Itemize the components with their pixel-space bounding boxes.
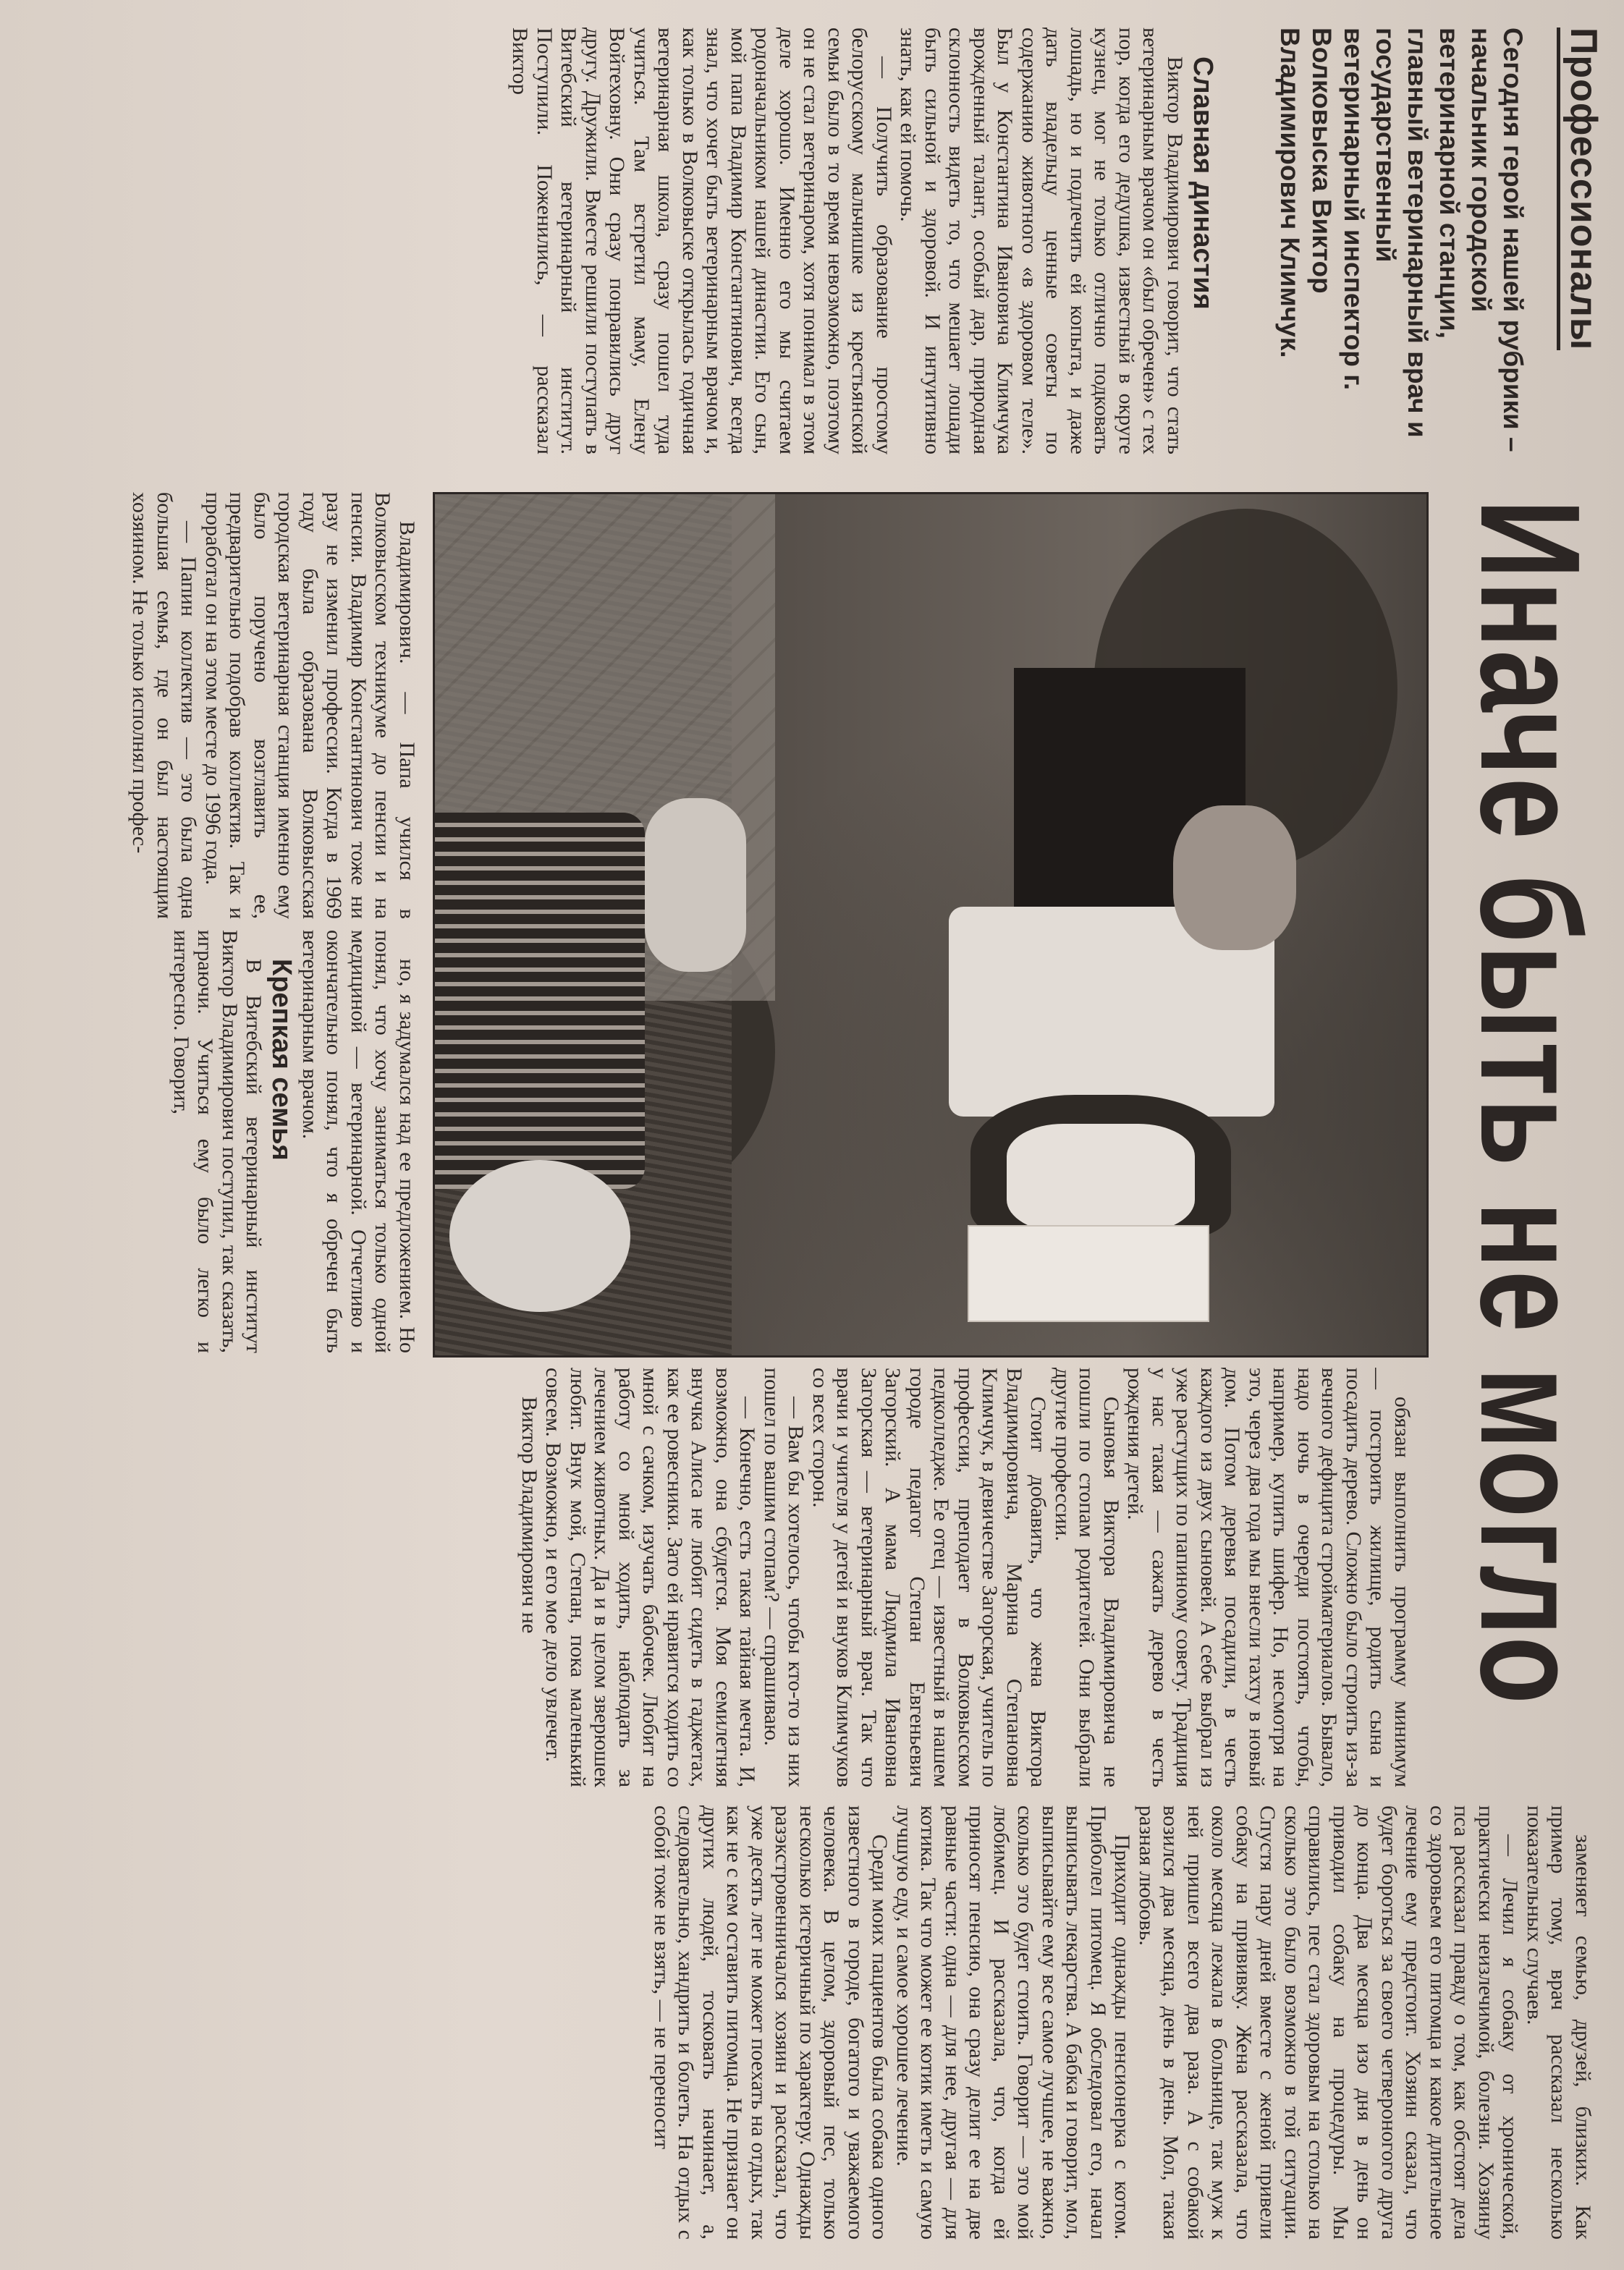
paragraph: — Лечил я собаку от хронической, практически неизлечимой, болезни. Хозяину пса рассказал правду о том, как обстоят дела со здоровьем его питомца и какое длительное лечение ему предстоит. Хозяин сказал, что будет бороться за своего четвероногого друга до конца. Два месяца изо дня в день он приводил собаку на процедуры. Мы справились, пес стал здоровым на столько на сколько это было возможно в той ситуации. Спустя пару дней вместе с женой привели собаку на прививку. Жена рассказала, что около месяца лежала в больнице, так муж к ней пришел всего два раза. А с собакой возился два месяца, день в день. Мол, такая разная любовь.	[1135, 1805, 1523, 2240]
subhead-family: Крепкая семья	[266, 959, 297, 1161]
paragraph: заменяет семью, друзей, близких. Как пример тому, врач рассказал несколько показательных случаев.	[1523, 1805, 1595, 2240]
column-2	[28, 492, 419, 919]
paragraph: Приходит однажды пенсионерка с котом. Приболел питомец. Я обследовал его, начал выписывать лекарства. А бабка и говорит, мол, выписывайте ему все самое лучшее, не важно, сколько это будет стоить. Говорит — это мой любимец. И рассказала, что, когда ей приносят пенсию, она сразу делит ее на две равные части: одна — для нее, другая — для котика. Так что может ее котик иметь и самую лучшую еду, и самое хорошее лечение.	[892, 1805, 1135, 2240]
paragraph: — Получить образование простому белорусскому мальчишке из крестьянской семьи было в то время невозможно, поэтому он не стал ветеринаром, хотя понимал в этом деле хорошо. Именно его мы считаем родоначальником нашей династии. Его сын, мой папа Владимир Константинович, всегда знал, что хочет быть ветеринарным врачом и, как только в Волковыске открылась годичная ветеринарная школа, сразу пошел туда учиться. Там встретил маму, Елену Войтеховну. Они сразу понравились друг другу. Дружили. Вместе решили поступать в Витебский ветеринарный институт. Поступили. Поженились, — рассказал Виктор	[508, 27, 896, 454]
paragraph: — Вам бы хотелось, чтобы кто-то из них пошел по вашим стопам? — спрашиваю.	[760, 1368, 808, 1787]
paragraph: но, я задумался над ее предложением. Но понял, что хочу заниматься только одной медициной — ветеринарной. Отчетливо и окончательно понял, что я обречен быть ветеринарным врачом.	[298, 930, 419, 1353]
column-4	[28, 1368, 1414, 1787]
paragraph: Среди моих пациентов была собака одного известного в городе, богатого и уважаемого человека. В целом, здоровый пес, только несколько истеричный по характеру. Однажды разэкстровенничался хозяин и рассказал, что уже десять лет не может поехать на отдых, так как не с кем оставить питомца. Не признает он других людей, тосковать начинает, а, следовательно, хандрить и болеть. На отдых с собой тоже не взять, — не переносит	[650, 1805, 892, 2240]
paragraph: Виктор Владимирович говорит, что стать ветеринарным врачом он «был обречен» с тех пор, когда его дедушка, известный в округе кузнец, мог не только отлично подковать лошадь, но и подлечить ей копыта, и даже дать владельцу ценные советы по содержанию животного «в здоровом теле». Был у Константина Ивановича Климчука врожденный талант, особый дар, природная склонность видеть то, что мешает лошади быть сильной и здоровой. И интуитивно знать, как ей помочь.	[896, 27, 1187, 454]
subhead-dynasty: Славная династия	[1188, 56, 1218, 310]
paragraph: Сыновья Виктора Владимировича не пошли по стопам родителей. Они выбрали другие профессии.	[1051, 1368, 1123, 1787]
column-3	[28, 930, 419, 1353]
paragraph: Виктор Владимирович не	[517, 1397, 541, 1634]
paragraph: Стоит добавить, что жена Виктора Владимировича, Марина Степановна Климчук, в девичестве Загорская, учитель по профессии, преподает в Волковысском педколледже. Ее отец — известный в нашем городе педагог Степан Евгеньевич Загорский. А мама Людмила Ивановна Загорская — ветеринарный врач. Так что врачи и учителя у детей и внуков Климчуков со всех сторон.	[808, 1368, 1051, 1787]
paragraph: Владимирович. — Папа учился в Волковысском техникуме до пенсии и на пенсии. Владимир Константинович тоже ни разу не изменил профессии. Когда в 1969 году была образована Волковысская городская ветеринарная станция именно ему было поручено возглавить ее, предварительно подобрав коллектив. Так и проработал он на этом месте до 1996 года.	[201, 492, 419, 919]
rubric-label: Профессионалы	[1557, 27, 1605, 350]
lead-paragraph: Сегодня герой нашей рубрики – начальник городской ветеринарной станции, главный ветеринарный врач и государственный ветеринарный инспектор г. Волковыска Виктор Владимирович Климчук.	[1275, 27, 1528, 452]
column-5	[28, 1805, 1595, 2240]
paragraph: — Конечно, есть такая тайная мечта. И, возможно, она сбудется. Моя семилетняя внучка Алиса не любит сидеть в гаджетах, как ее ровесники. Зато ей нравится ходить со мной с сачком, изучать бабочек. Любит на работу со мной ходить, наблюдать за лечением животных. Да и в целом зверюшек любит. Внук мой, Степан, пока маленький совсем. Возможно, и его мое дело увлечет.	[541, 1368, 760, 1787]
paragraph: обязан выполнить программу минимум — построить жилище, родить сына и посадить дерево. Сложно было строить из-за вечного дефицита стройматериалов. Бывало, надо ночь в очереди постоять, чтобы, например, купить шифер. Но, несмотря на это, через два года мы внесли тахту в новый дом. Потом деревья посадили, в честь каждого из двух сыновей. А себе выбрал из уже растущих по папиному совету. Традиция у нас такая — сажать дерево в честь рождения детей.	[1123, 1368, 1414, 1787]
column-1	[32, 27, 1219, 454]
article-headline: Иначе быть не могло	[1451, 499, 1610, 1706]
paragraph: В Витебский ветеринарный институт Виктор Владимирович поступил, так сказать, играючи. Учиться ему было легко и интересно. Говорит,	[169, 930, 266, 1353]
paragraph: — Папин коллектив — это была одна большая семья, где он был настоящим хозяином. Не только исполнял профес-	[128, 492, 201, 919]
article-photo	[433, 492, 1429, 1358]
